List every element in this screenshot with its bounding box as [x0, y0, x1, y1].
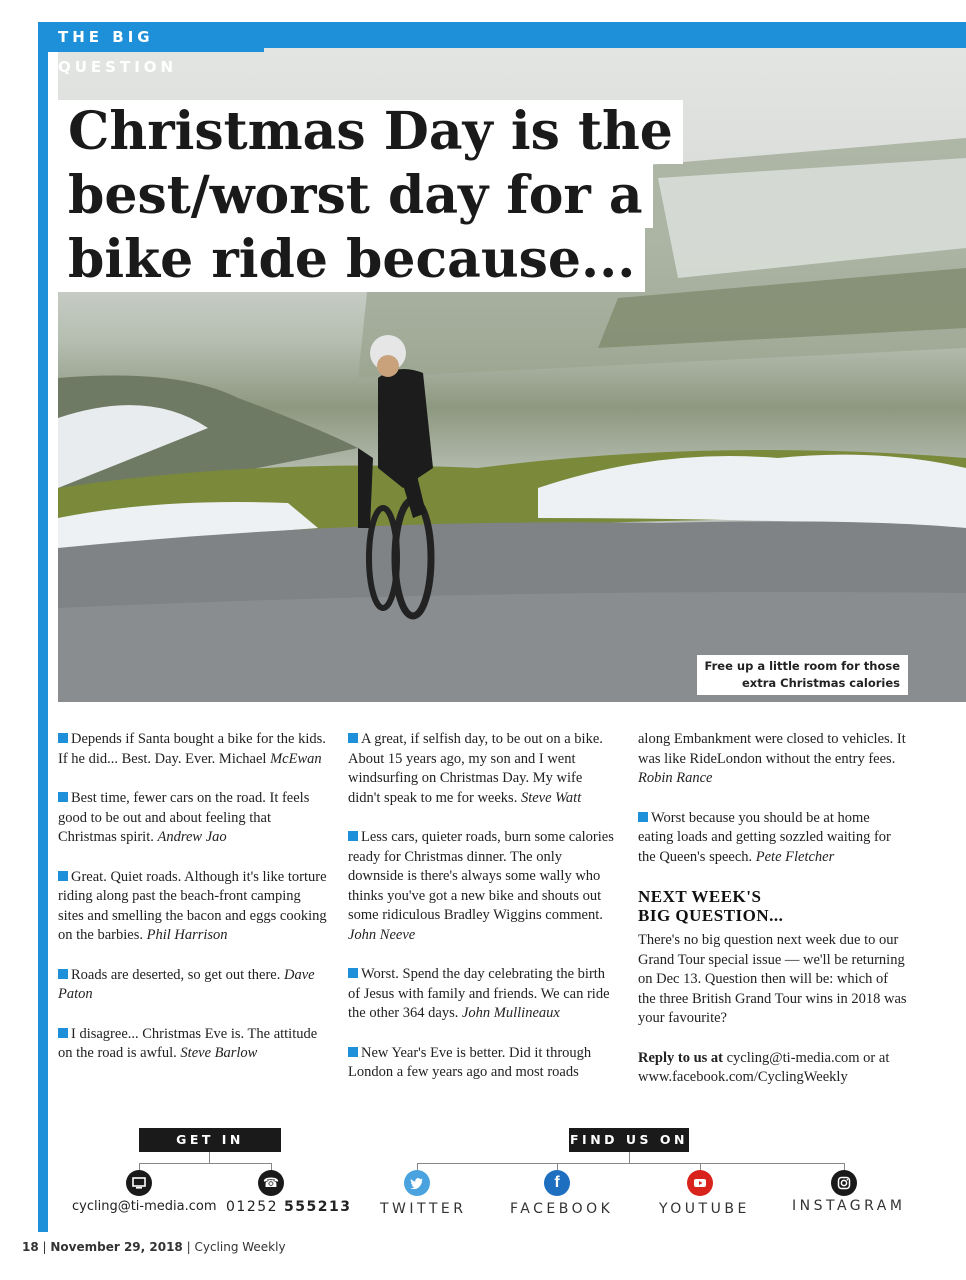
- reply-text: Roads are deserted, so get out there.: [71, 966, 281, 983]
- bullet-square-icon: [348, 968, 358, 978]
- twitter-bird-glyph: [410, 1177, 424, 1189]
- reply-text: Best time, fewer cars on the road. It feels good to be out and about feeling that Christmas spirit.: [58, 790, 310, 845]
- headline-line-3: bike ride because...: [58, 228, 645, 292]
- section-tag: THE BIG QUESTION: [48, 22, 264, 52]
- bullet-square-icon: [58, 792, 68, 802]
- youtube-label[interactable]: YOUTUBE: [659, 1201, 750, 1217]
- phone-prefix: 01252: [226, 1199, 279, 1215]
- headline-line-1: Christmas Day is the: [58, 100, 683, 164]
- caption-line-1: Free up a little room for those: [704, 659, 900, 673]
- contact-email[interactable]: cycling@ti-media.com: [72, 1199, 217, 1214]
- computer-icon: [126, 1170, 152, 1196]
- reply-text: New Year's Eve is better. Did it through London a few years ago and most roads: [348, 1044, 592, 1080]
- magazine-name: Cycling Weekly: [194, 1240, 286, 1254]
- instagram-label[interactable]: INSTAGRAM: [792, 1198, 906, 1214]
- reader-reply: [638, 809, 908, 868]
- reply-author: Andrew Jao: [157, 829, 227, 845]
- reply-text: Worst. Spend the day celebrating the birth of Jesus with family and friends. We can ride the other 364 days.: [348, 966, 610, 1021]
- reply-text: A great, if selfish day, to be out on a bike. About 15 years ago, my son and I went windsurfing on Christmas Day. My wife didn't speak to me for weeks.: [348, 731, 603, 806]
- reply-text: Depends if Santa bought a bike for the kids. If he did... Best. Day. Ever. Michael: [58, 731, 326, 767]
- next-week-title-line-1: NEXT WEEK'S: [638, 887, 762, 906]
- bullet-square-icon: [348, 831, 358, 841]
- photo-caption: [697, 655, 908, 695]
- reply-instructions: [638, 1049, 908, 1088]
- reply-author: Robin Rance: [638, 770, 713, 786]
- column-1: [58, 730, 328, 1084]
- headline-line-2: best/worst day for a: [58, 164, 653, 228]
- next-week-title-line-2: BIG QUESTION...: [638, 906, 784, 925]
- reader-reply: [58, 868, 328, 946]
- phone-number: 555213: [284, 1199, 352, 1215]
- reply-author: McEwan: [270, 750, 322, 767]
- reader-reply: [348, 730, 618, 808]
- bullet-square-icon: [58, 733, 68, 743]
- reply-text: Worst because you should be at home eating loads and getting sozzled waiting for the Queen's speech.: [638, 809, 891, 865]
- bullet-square-icon: [348, 733, 358, 743]
- computer-glyph: [132, 1177, 146, 1189]
- reply-text: Great. Quiet roads. Although it's like torture riding along past the beach-front camping sites and smelling the bacon and eggs cooking on the barbies.: [58, 868, 327, 943]
- reader-reply: [638, 730, 908, 789]
- bullet-square-icon: [348, 1047, 358, 1057]
- next-week-title: [638, 887, 908, 925]
- reply-author: Steve Watt: [520, 789, 582, 806]
- bullet-square-icon: [58, 969, 68, 979]
- connector-line: [139, 1163, 271, 1164]
- get-in-touch-label: GET IN: [139, 1128, 281, 1152]
- reply-author: Phil Harrison: [146, 927, 228, 943]
- accent-bar: [38, 22, 48, 1232]
- reader-reply: [58, 966, 328, 1005]
- page-number: 18: [22, 1240, 39, 1254]
- twitter-icon[interactable]: [404, 1170, 430, 1196]
- connector-line: [417, 1163, 844, 1164]
- reply-label: Reply to us at: [638, 1049, 723, 1066]
- column-3: [638, 730, 908, 1108]
- twitter-label[interactable]: TWITTER: [380, 1201, 467, 1217]
- find-us-on-label: FIND US ON: [569, 1128, 689, 1152]
- bullet-square-icon: [58, 1028, 68, 1038]
- reply-author: John Mullineaux: [461, 1005, 560, 1021]
- contact-phone[interactable]: [226, 1199, 351, 1215]
- reply-author: Steve Barlow: [180, 1045, 258, 1061]
- bullet-square-icon: [638, 812, 648, 822]
- reader-reply: [58, 789, 328, 848]
- headline: [58, 100, 683, 292]
- bullet-square-icon: [58, 871, 68, 881]
- instagram-icon[interactable]: [831, 1170, 857, 1196]
- reply-text: Less cars, quieter roads, burn some calories ready for Christmas dinner. The only downside is there's always some wally who thinks you've got a new bike and shouts out some ridiculous Bradley Wiggins comment.: [348, 829, 614, 923]
- youtube-icon[interactable]: [687, 1170, 713, 1196]
- facebook-label[interactable]: FACEBOOK: [510, 1201, 614, 1217]
- reply-contact: cycling@ti-media.com or at www.facebook.com/CyclingWeekly: [638, 1049, 890, 1085]
- phone-icon: ☎: [258, 1170, 284, 1196]
- column-2: [348, 730, 618, 1103]
- reader-reply: [58, 730, 328, 769]
- reader-reply: [58, 1025, 328, 1064]
- next-week-body: There's no big question next week due to our Grand Tour special issue — we'll be returning on Dec 13. Question then will be: which of the three British Grand Tour wins in 2018 was your favourite?: [638, 932, 907, 1026]
- reader-reply: [348, 1044, 618, 1083]
- caption-line-2: extra Christmas calories: [741, 676, 900, 690]
- reply-author: John Neeve: [348, 926, 416, 943]
- reader-reply: [348, 828, 618, 945]
- instagram-camera-glyph: [837, 1176, 851, 1190]
- facebook-icon[interactable]: f: [544, 1170, 570, 1196]
- reply-author: Dave Paton: [58, 966, 315, 1002]
- reader-reply: [348, 965, 618, 1024]
- issue-date: November 29, 2018: [50, 1240, 183, 1254]
- page-footer: 18 | November 29, 2018 | Cycling Weekly: [22, 1240, 286, 1254]
- youtube-play-glyph: [693, 1177, 707, 1189]
- reply-text: along Embankment were closed to vehicles. It was like RideLondon without the entry fees.: [638, 731, 906, 767]
- reply-author: Pete Fletcher: [755, 848, 835, 865]
- reply-text: I disagree... Christmas Eve is. The attitude on the road is awful.: [58, 1025, 318, 1061]
